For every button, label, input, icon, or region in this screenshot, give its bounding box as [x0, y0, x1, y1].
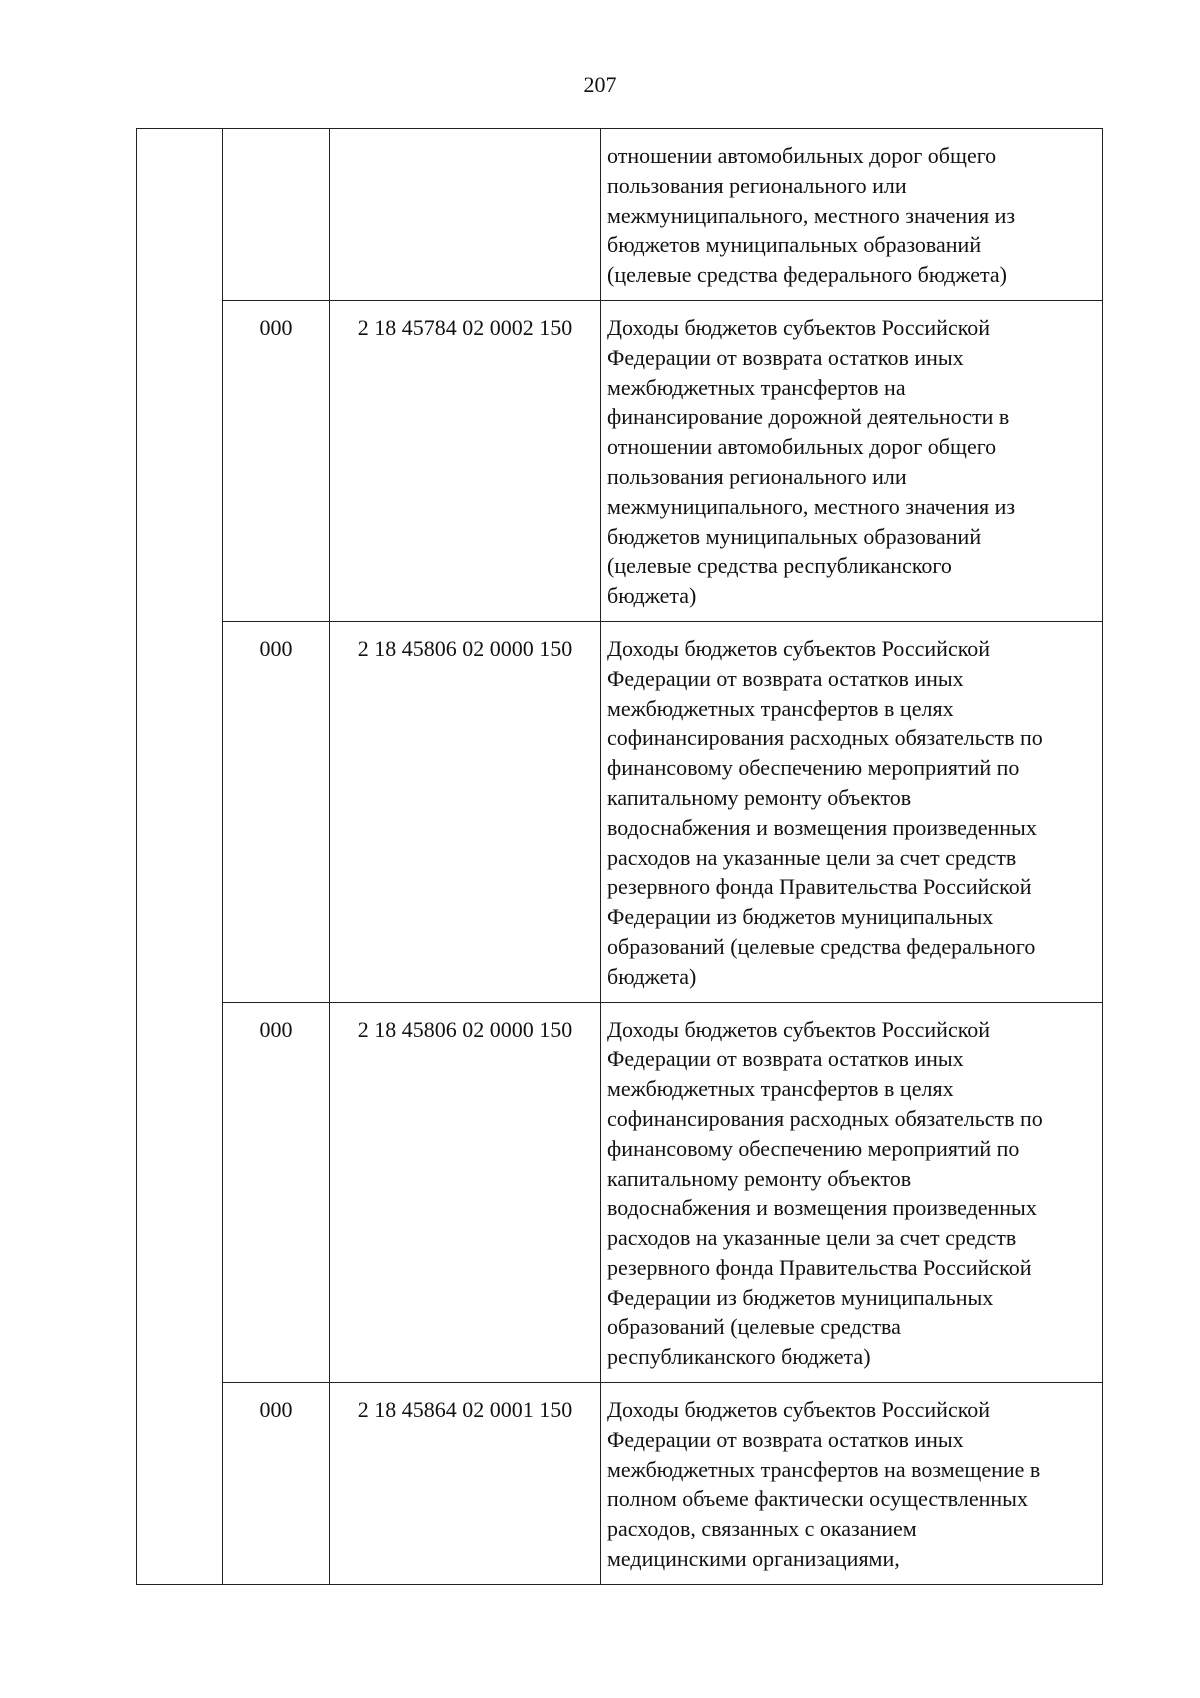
table-row	[137, 1002, 1103, 1383]
budget-code-cell: 2 18 45864 02 0001 150	[330, 1383, 601, 1585]
income-codes-table	[136, 128, 1103, 1585]
budget-code-cell	[330, 129, 601, 301]
admin-code-cell: 000	[223, 1383, 330, 1585]
table-row	[137, 621, 1103, 1002]
income-name-cell: Доходы бюджетов субъектов Российской Федерации от возврата остатков иных межбюджетных трансфертов на возмещение в полном объеме фактически осуществленных расходов, связанных с оказанием медицинскими организациями,	[601, 1383, 1103, 1585]
table-row	[137, 300, 1103, 621]
budget-code-cell: 2 18 45806 02 0000 150	[330, 621, 601, 1002]
admin-code-cell	[223, 129, 330, 301]
budget-code-cell: 2 18 45806 02 0000 150	[330, 1002, 601, 1383]
budget-code-cell: 2 18 45784 02 0002 150	[330, 300, 601, 621]
admin-code-cell: 000	[223, 300, 330, 621]
income-name-cell: Доходы бюджетов субъектов Российской Федерации от возврата остатков иных межбюджетных трансфертов в целях софинансирования расходных обязательств по финансовому обеспечению мероприятий по капитальному ремонту объектов водоснабжения и возмещения произведенных расходов на указанные цели за счет средств резервного фонда Правительства Российской Федерации из бюджетов муниципальных образований (целевые средства республиканского бюджета)	[601, 1002, 1103, 1383]
admin-code-cell: 000	[223, 621, 330, 1002]
income-name-cell: отношении автомобильных дорог общего пользования регионального или межмуниципального, местного значения из бюджетов муниципальных образований (целевые средства федерального бюджета)	[601, 129, 1103, 301]
empty-number-column	[137, 129, 223, 1585]
page-number: 207	[583, 72, 617, 97]
admin-code-cell: 000	[223, 1002, 330, 1383]
table-row	[137, 129, 1103, 301]
table-row	[137, 1383, 1103, 1585]
income-name-cell: Доходы бюджетов субъектов Российской Федерации от возврата остатков иных межбюджетных трансфертов на финансирование дорожной деятельности в отношении автомобильных дорог общего пользования регионального или межмуниципального, местного значения из бюджетов муниципальных образований (целевые средства республиканского бюджета)	[601, 300, 1103, 621]
income-name-cell: Доходы бюджетов субъектов Российской Федерации от возврата остатков иных межбюджетных трансфертов в целях софинансирования расходных обязательств по финансовому обеспечению мероприятий по капитальному ремонту объектов водоснабжения и возмещения произведенных расходов на указанные цели за счет средств резервного фонда Правительства Российской Федерации из бюджетов муниципальных образований (целевые средства федерального бюджета)	[601, 621, 1103, 1002]
